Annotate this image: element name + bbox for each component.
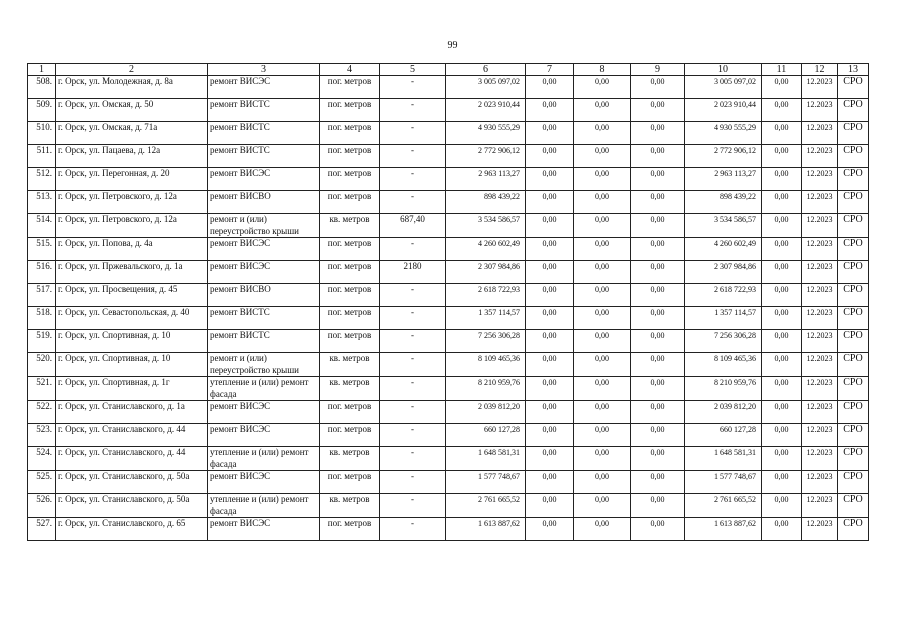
total-cost-cell: 4 930 555,29 xyxy=(446,122,526,145)
deadline-cell: 12.2023 xyxy=(802,99,838,122)
header-cell: 10 xyxy=(685,64,762,76)
volume-cell: - xyxy=(380,353,446,377)
local-funds-cell: 0,00 xyxy=(631,261,685,284)
total-cost-cell: 898 439,22 xyxy=(446,191,526,214)
work-type-cell: ремонт и (или) переустройство крыши xyxy=(208,353,320,377)
owner-funds-cell: 1 648 581,31 xyxy=(685,447,762,471)
regional-funds-cell: 0,00 xyxy=(574,238,631,261)
row-number-cell: 527. xyxy=(28,518,56,541)
row-number-cell: 511. xyxy=(28,145,56,168)
other-funds-cell: 0,00 xyxy=(762,191,802,214)
local-funds-cell: 0,00 xyxy=(631,518,685,541)
deadline-cell: 12.2023 xyxy=(802,518,838,541)
deadline-cell: 12.2023 xyxy=(802,330,838,353)
total-cost-cell: 2 761 665,52 xyxy=(446,494,526,518)
regional-funds-cell: 0,00 xyxy=(574,191,631,214)
row-number-cell: 526. xyxy=(28,494,56,518)
other-funds-cell: 0,00 xyxy=(762,401,802,424)
owner-funds-cell: 4 260 602,49 xyxy=(685,238,762,261)
deadline-cell: 12.2023 xyxy=(802,353,838,377)
fund-method-cell: СРО xyxy=(838,330,869,353)
fund-method-cell: СРО xyxy=(838,145,869,168)
other-funds-cell: 0,00 xyxy=(762,447,802,471)
total-cost-cell: 2 039 812,20 xyxy=(446,401,526,424)
other-funds-cell: 0,00 xyxy=(762,284,802,307)
work-type-cell: ремонт ВИСЭС xyxy=(208,238,320,261)
federal-funds-cell: 0,00 xyxy=(526,447,574,471)
fund-method-cell: СРО xyxy=(838,284,869,307)
unit-cell: пог. метров xyxy=(320,471,380,494)
federal-funds-cell: 0,00 xyxy=(526,214,574,238)
local-funds-cell: 0,00 xyxy=(631,76,685,99)
row-number-cell: 508. xyxy=(28,76,56,99)
federal-funds-cell: 0,00 xyxy=(526,284,574,307)
table-row xyxy=(28,261,869,284)
page-number: 99 xyxy=(447,40,458,51)
regional-funds-cell: 0,00 xyxy=(574,330,631,353)
table-body xyxy=(28,76,869,541)
table-row xyxy=(28,353,869,377)
unit-cell: пог. метров xyxy=(320,307,380,330)
volume-cell: - xyxy=(380,122,446,145)
row-number-cell: 524. xyxy=(28,447,56,471)
row-number-cell: 525. xyxy=(28,471,56,494)
regional-funds-cell: 0,00 xyxy=(574,471,631,494)
federal-funds-cell: 0,00 xyxy=(526,191,574,214)
other-funds-cell: 0,00 xyxy=(762,214,802,238)
work-type-cell: ремонт ВИСТС xyxy=(208,145,320,168)
owner-funds-cell: 2 039 812,20 xyxy=(685,401,762,424)
unit-cell: пог. метров xyxy=(320,238,380,261)
federal-funds-cell: 0,00 xyxy=(526,401,574,424)
federal-funds-cell: 0,00 xyxy=(526,76,574,99)
owner-funds-cell: 1 613 887,62 xyxy=(685,518,762,541)
table-row xyxy=(28,377,869,401)
regional-funds-cell: 0,00 xyxy=(574,122,631,145)
unit-cell: пог. метров xyxy=(320,261,380,284)
total-cost-cell: 4 260 602,49 xyxy=(446,238,526,261)
table-row xyxy=(28,330,869,353)
address-cell: г. Орск, ул. Станиславского, д. 65 xyxy=(56,518,208,541)
table-row xyxy=(28,307,869,330)
volume-cell: - xyxy=(380,377,446,401)
total-cost-cell: 2 772 906,12 xyxy=(446,145,526,168)
owner-funds-cell: 3 534 586,57 xyxy=(685,214,762,238)
volume-cell: - xyxy=(380,191,446,214)
deadline-cell: 12.2023 xyxy=(802,424,838,447)
volume-cell: - xyxy=(380,330,446,353)
fund-method-cell: СРО xyxy=(838,424,869,447)
volume-cell: - xyxy=(380,168,446,191)
deadline-cell: 12.2023 xyxy=(802,471,838,494)
work-type-cell: утепление и (или) ремонт фасада xyxy=(208,377,320,401)
deadline-cell: 12.2023 xyxy=(802,168,838,191)
fund-method-cell: СРО xyxy=(838,122,869,145)
fund-method-cell: СРО xyxy=(838,447,869,471)
other-funds-cell: 0,00 xyxy=(762,307,802,330)
volume-cell: - xyxy=(380,238,446,261)
row-number-cell: 521. xyxy=(28,377,56,401)
header-cell: 9 xyxy=(631,64,685,76)
volume-cell: - xyxy=(380,401,446,424)
regional-funds-cell: 0,00 xyxy=(574,76,631,99)
owner-funds-cell: 1 577 748,67 xyxy=(685,471,762,494)
regional-funds-cell: 0,00 xyxy=(574,518,631,541)
unit-cell: кв. метров xyxy=(320,214,380,238)
regional-funds-cell: 0,00 xyxy=(574,307,631,330)
table-row xyxy=(28,284,869,307)
work-type-cell: ремонт ВИСЭС xyxy=(208,168,320,191)
header-cell: 5 xyxy=(380,64,446,76)
row-number-cell: 510. xyxy=(28,122,56,145)
work-type-cell: ремонт ВИСЭС xyxy=(208,424,320,447)
fund-method-cell: СРО xyxy=(838,353,869,377)
unit-cell: пог. метров xyxy=(320,76,380,99)
owner-funds-cell: 2 761 665,52 xyxy=(685,494,762,518)
table-row xyxy=(28,122,869,145)
unit-cell: пог. метров xyxy=(320,145,380,168)
deadline-cell: 12.2023 xyxy=(802,214,838,238)
other-funds-cell: 0,00 xyxy=(762,424,802,447)
total-cost-cell: 2 963 113,27 xyxy=(446,168,526,191)
fund-method-cell: СРО xyxy=(838,471,869,494)
table-row xyxy=(28,424,869,447)
deadline-cell: 12.2023 xyxy=(802,494,838,518)
volume-cell: - xyxy=(380,307,446,330)
address-cell: г. Орск, ул. Станиславского, д. 44 xyxy=(56,447,208,471)
other-funds-cell: 0,00 xyxy=(762,168,802,191)
header-cell: 11 xyxy=(762,64,802,76)
other-funds-cell: 0,00 xyxy=(762,76,802,99)
local-funds-cell: 0,00 xyxy=(631,494,685,518)
work-type-cell: ремонт ВИСВО xyxy=(208,191,320,214)
other-funds-cell: 0,00 xyxy=(762,145,802,168)
fund-method-cell: СРО xyxy=(838,168,869,191)
federal-funds-cell: 0,00 xyxy=(526,353,574,377)
work-type-cell: ремонт ВИСЭС xyxy=(208,261,320,284)
regional-funds-cell: 0,00 xyxy=(574,401,631,424)
address-cell: г. Орск, ул. Омская, д. 71а xyxy=(56,122,208,145)
unit-cell: кв. метров xyxy=(320,494,380,518)
address-cell: г. Орск, ул. Петровского, д. 12а xyxy=(56,191,208,214)
owner-funds-cell: 2 618 722,93 xyxy=(685,284,762,307)
deadline-cell: 12.2023 xyxy=(802,284,838,307)
local-funds-cell: 0,00 xyxy=(631,214,685,238)
owner-funds-cell: 2 963 113,27 xyxy=(685,168,762,191)
regional-funds-cell: 0,00 xyxy=(574,494,631,518)
unit-cell: пог. метров xyxy=(320,191,380,214)
header-cell: 6 xyxy=(446,64,526,76)
local-funds-cell: 0,00 xyxy=(631,284,685,307)
owner-funds-cell: 898 439,22 xyxy=(685,191,762,214)
federal-funds-cell: 0,00 xyxy=(526,238,574,261)
row-number-cell: 519. xyxy=(28,330,56,353)
fund-method-cell: СРО xyxy=(838,494,869,518)
row-number-cell: 523. xyxy=(28,424,56,447)
header-cell: 13 xyxy=(838,64,869,76)
unit-cell: кв. метров xyxy=(320,353,380,377)
regional-funds-cell: 0,00 xyxy=(574,377,631,401)
local-funds-cell: 0,00 xyxy=(631,99,685,122)
volume-cell: - xyxy=(380,494,446,518)
owner-funds-cell: 2 772 906,12 xyxy=(685,145,762,168)
work-type-cell: ремонт ВИСЭС xyxy=(208,76,320,99)
total-cost-cell: 1 357 114,57 xyxy=(446,307,526,330)
deadline-cell: 12.2023 xyxy=(802,447,838,471)
owner-funds-cell: 4 930 555,29 xyxy=(685,122,762,145)
row-number-cell: 517. xyxy=(28,284,56,307)
header-cell: 1 xyxy=(28,64,56,76)
address-cell: г. Орск, ул. Станиславского, д. 50а xyxy=(56,471,208,494)
federal-funds-cell: 0,00 xyxy=(526,122,574,145)
total-cost-cell: 660 127,28 xyxy=(446,424,526,447)
table-row xyxy=(28,99,869,122)
deadline-cell: 12.2023 xyxy=(802,76,838,99)
owner-funds-cell: 2 023 910,44 xyxy=(685,99,762,122)
federal-funds-cell: 0,00 xyxy=(526,99,574,122)
table-row xyxy=(28,401,869,424)
owner-funds-cell: 7 256 306,28 xyxy=(685,330,762,353)
address-cell: г. Орск, ул. Спортивная, д. 1г xyxy=(56,377,208,401)
header-cell: 2 xyxy=(56,64,208,76)
unit-cell: пог. метров xyxy=(320,284,380,307)
header-cell: 7 xyxy=(526,64,574,76)
regional-funds-cell: 0,00 xyxy=(574,424,631,447)
unit-cell: пог. метров xyxy=(320,330,380,353)
total-cost-cell: 1 577 748,67 xyxy=(446,471,526,494)
table-row xyxy=(28,471,869,494)
local-funds-cell: 0,00 xyxy=(631,353,685,377)
deadline-cell: 12.2023 xyxy=(802,307,838,330)
federal-funds-cell: 0,00 xyxy=(526,471,574,494)
fund-method-cell: СРО xyxy=(838,214,869,238)
regional-funds-cell: 0,00 xyxy=(574,99,631,122)
fund-method-cell: СРО xyxy=(838,307,869,330)
work-type-cell: ремонт ВИСВО xyxy=(208,284,320,307)
unit-cell: пог. метров xyxy=(320,99,380,122)
address-cell: г. Орск, ул. Петровского, д. 12а xyxy=(56,214,208,238)
volume-cell: - xyxy=(380,76,446,99)
work-type-cell: ремонт ВИСЭС xyxy=(208,471,320,494)
total-cost-cell: 3 534 586,57 xyxy=(446,214,526,238)
regional-funds-cell: 0,00 xyxy=(574,168,631,191)
federal-funds-cell: 0,00 xyxy=(526,494,574,518)
table-row xyxy=(28,238,869,261)
table-row xyxy=(28,168,869,191)
row-number-cell: 513. xyxy=(28,191,56,214)
work-type-cell: ремонт ВИСЭС xyxy=(208,401,320,424)
table-row xyxy=(28,145,869,168)
capital-repair-table xyxy=(27,63,869,541)
table-row xyxy=(28,214,869,238)
header-cell: 12 xyxy=(802,64,838,76)
total-cost-cell: 7 256 306,28 xyxy=(446,330,526,353)
address-cell: г. Орск, ул. Станиславского, д. 1а xyxy=(56,401,208,424)
fund-method-cell: СРО xyxy=(838,401,869,424)
local-funds-cell: 0,00 xyxy=(631,307,685,330)
volume-cell: 687,40 xyxy=(380,214,446,238)
header-cell: 8 xyxy=(574,64,631,76)
unit-cell: кв. метров xyxy=(320,447,380,471)
regional-funds-cell: 0,00 xyxy=(574,214,631,238)
volume-cell: - xyxy=(380,471,446,494)
fund-method-cell: СРО xyxy=(838,377,869,401)
federal-funds-cell: 0,00 xyxy=(526,424,574,447)
row-number-cell: 522. xyxy=(28,401,56,424)
owner-funds-cell: 2 307 984,86 xyxy=(685,261,762,284)
deadline-cell: 12.2023 xyxy=(802,191,838,214)
other-funds-cell: 0,00 xyxy=(762,330,802,353)
other-funds-cell: 0,00 xyxy=(762,471,802,494)
federal-funds-cell: 0,00 xyxy=(526,377,574,401)
other-funds-cell: 0,00 xyxy=(762,494,802,518)
header-cell: 3 xyxy=(208,64,320,76)
unit-cell: пог. метров xyxy=(320,401,380,424)
federal-funds-cell: 0,00 xyxy=(526,518,574,541)
other-funds-cell: 0,00 xyxy=(762,99,802,122)
row-number-cell: 514. xyxy=(28,214,56,238)
address-cell: г. Орск, ул. Пржевальского, д. 1а xyxy=(56,261,208,284)
address-cell: г. Орск, ул. Омская, д. 50 xyxy=(56,99,208,122)
volume-cell: - xyxy=(380,99,446,122)
row-number-cell: 518. xyxy=(28,307,56,330)
volume-cell: - xyxy=(380,447,446,471)
unit-cell: пог. метров xyxy=(320,518,380,541)
unit-cell: пог. метров xyxy=(320,168,380,191)
row-number-cell: 520. xyxy=(28,353,56,377)
federal-funds-cell: 0,00 xyxy=(526,330,574,353)
row-number-cell: 515. xyxy=(28,238,56,261)
address-cell: г. Орск, ул. Просвещения, д. 45 xyxy=(56,284,208,307)
federal-funds-cell: 0,00 xyxy=(526,307,574,330)
fund-method-cell: СРО xyxy=(838,238,869,261)
work-type-cell: ремонт и (или) переустройство крыши xyxy=(208,214,320,238)
address-cell: г. Орск, ул. Молодежная, д. 8а xyxy=(56,76,208,99)
local-funds-cell: 0,00 xyxy=(631,330,685,353)
owner-funds-cell: 660 127,28 xyxy=(685,424,762,447)
volume-cell: - xyxy=(380,145,446,168)
other-funds-cell: 0,00 xyxy=(762,122,802,145)
volume-cell: 2180 xyxy=(380,261,446,284)
local-funds-cell: 0,00 xyxy=(631,238,685,261)
work-type-cell: ремонт ВИСТС xyxy=(208,99,320,122)
work-type-cell: ремонт ВИСТС xyxy=(208,307,320,330)
owner-funds-cell: 1 357 114,57 xyxy=(685,307,762,330)
total-cost-cell: 2 618 722,93 xyxy=(446,284,526,307)
volume-cell: - xyxy=(380,284,446,307)
regional-funds-cell: 0,00 xyxy=(574,447,631,471)
local-funds-cell: 0,00 xyxy=(631,191,685,214)
local-funds-cell: 0,00 xyxy=(631,122,685,145)
other-funds-cell: 0,00 xyxy=(762,518,802,541)
work-type-cell: ремонт ВИСЭС xyxy=(208,518,320,541)
fund-method-cell: СРО xyxy=(838,99,869,122)
volume-cell: - xyxy=(380,424,446,447)
deadline-cell: 12.2023 xyxy=(802,401,838,424)
total-cost-cell: 8 210 959,76 xyxy=(446,377,526,401)
address-cell: г. Орск, ул. Спортивная, д. 10 xyxy=(56,330,208,353)
regional-funds-cell: 0,00 xyxy=(574,261,631,284)
table-row xyxy=(28,191,869,214)
other-funds-cell: 0,00 xyxy=(762,261,802,284)
total-cost-cell: 2 023 910,44 xyxy=(446,99,526,122)
total-cost-cell: 8 109 465,36 xyxy=(446,353,526,377)
unit-cell: пог. метров xyxy=(320,122,380,145)
total-cost-cell: 1 613 887,62 xyxy=(446,518,526,541)
work-type-cell: ремонт ВИСТС xyxy=(208,330,320,353)
total-cost-cell: 2 307 984,86 xyxy=(446,261,526,284)
owner-funds-cell: 8 109 465,36 xyxy=(685,353,762,377)
other-funds-cell: 0,00 xyxy=(762,377,802,401)
row-number-cell: 509. xyxy=(28,99,56,122)
federal-funds-cell: 0,00 xyxy=(526,168,574,191)
regional-funds-cell: 0,00 xyxy=(574,353,631,377)
deadline-cell: 12.2023 xyxy=(802,261,838,284)
fund-method-cell: СРО xyxy=(838,191,869,214)
work-type-cell: утепление и (или) ремонт фасада xyxy=(208,447,320,471)
address-cell: г. Орск, ул. Спортивная, д. 10 xyxy=(56,353,208,377)
table-row xyxy=(28,494,869,518)
address-cell: г. Орск, ул. Севастопольская, д. 40 xyxy=(56,307,208,330)
owner-funds-cell: 3 005 097,02 xyxy=(685,76,762,99)
row-number-cell: 512. xyxy=(28,168,56,191)
header-row xyxy=(28,64,869,76)
fund-method-cell: СРО xyxy=(838,261,869,284)
regional-funds-cell: 0,00 xyxy=(574,145,631,168)
fund-method-cell: СРО xyxy=(838,518,869,541)
regional-funds-cell: 0,00 xyxy=(574,284,631,307)
owner-funds-cell: 8 210 959,76 xyxy=(685,377,762,401)
table-header xyxy=(28,64,869,76)
header-cell: 4 xyxy=(320,64,380,76)
deadline-cell: 12.2023 xyxy=(802,122,838,145)
local-funds-cell: 0,00 xyxy=(631,447,685,471)
other-funds-cell: 0,00 xyxy=(762,238,802,261)
address-cell: г. Орск, ул. Станиславского, д. 50а xyxy=(56,494,208,518)
volume-cell: - xyxy=(380,518,446,541)
table-row xyxy=(28,76,869,99)
fund-method-cell: СРО xyxy=(838,76,869,99)
address-cell: г. Орск, ул. Станиславского, д. 44 xyxy=(56,424,208,447)
local-funds-cell: 0,00 xyxy=(631,168,685,191)
address-cell: г. Орск, ул. Попова, д. 4а xyxy=(56,238,208,261)
deadline-cell: 12.2023 xyxy=(802,377,838,401)
address-cell: г. Орск, ул. Перегонная, д. 20 xyxy=(56,168,208,191)
local-funds-cell: 0,00 xyxy=(631,145,685,168)
address-cell: г. Орск, ул. Пацаева, д. 12а xyxy=(56,145,208,168)
local-funds-cell: 0,00 xyxy=(631,471,685,494)
row-number-cell: 516. xyxy=(28,261,56,284)
unit-cell: кв. метров xyxy=(320,377,380,401)
work-type-cell: ремонт ВИСТС xyxy=(208,122,320,145)
unit-cell: пог. метров xyxy=(320,424,380,447)
federal-funds-cell: 0,00 xyxy=(526,145,574,168)
work-type-cell: утепление и (или) ремонт фасада xyxy=(208,494,320,518)
table-row xyxy=(28,447,869,471)
local-funds-cell: 0,00 xyxy=(631,424,685,447)
deadline-cell: 12.2023 xyxy=(802,238,838,261)
total-cost-cell: 3 005 097,02 xyxy=(446,76,526,99)
local-funds-cell: 0,00 xyxy=(631,401,685,424)
federal-funds-cell: 0,00 xyxy=(526,261,574,284)
local-funds-cell: 0,00 xyxy=(631,377,685,401)
total-cost-cell: 1 648 581,31 xyxy=(446,447,526,471)
other-funds-cell: 0,00 xyxy=(762,353,802,377)
deadline-cell: 12.2023 xyxy=(802,145,838,168)
table-row xyxy=(28,518,869,541)
